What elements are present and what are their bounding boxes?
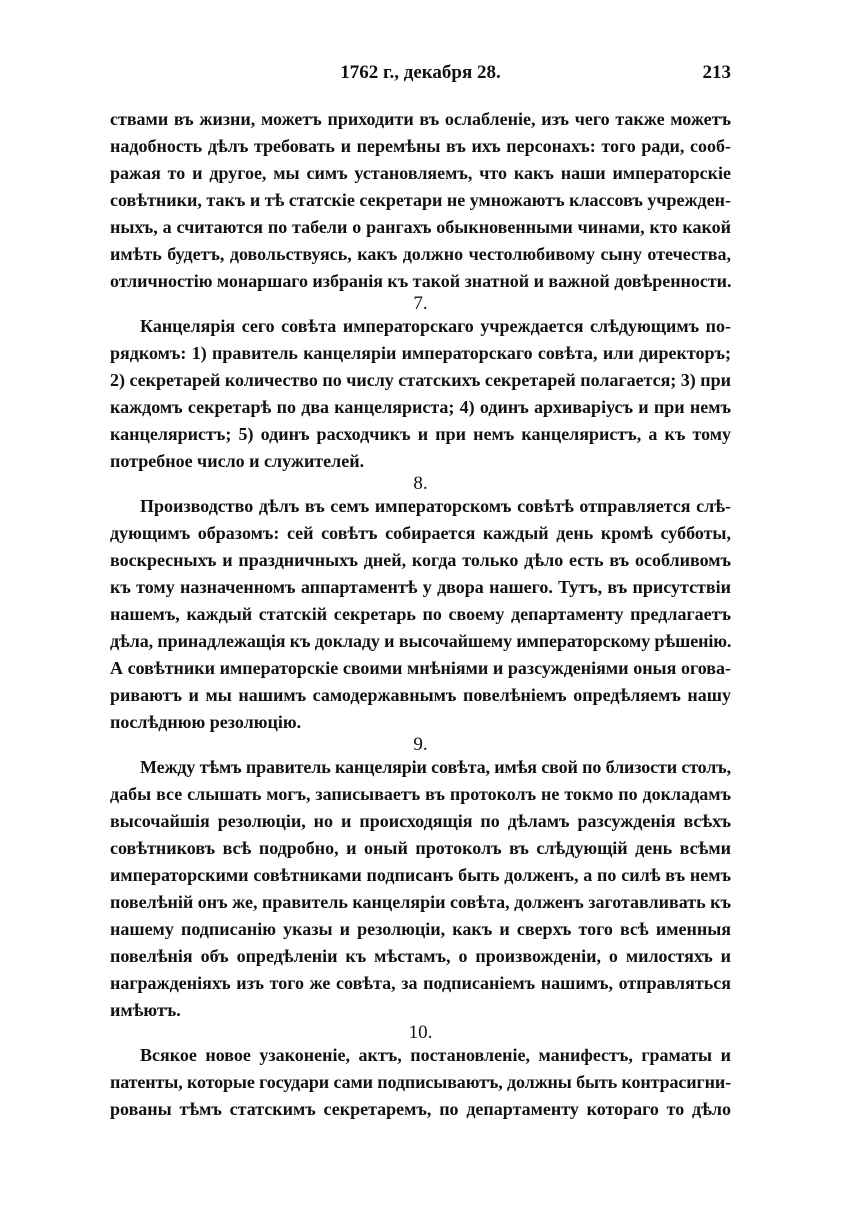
section — [110, 295, 731, 475]
section — [110, 1024, 731, 1123]
text-line: совѣтниковъ всѣ подробно, и оный протоколъ въ слѣдующій день всѣми — [110, 838, 731, 858]
text-line: риваютъ и мы нашимъ самодержавнымъ повелѣніемъ опредѣляемъ нашу — [110, 685, 731, 705]
text-line: повелѣній онъ же, правитель канцеляріи совѣта, долженъ заготавливать къ — [110, 892, 731, 912]
section-number: 8. — [413, 473, 428, 494]
text-line: Всякое новое узаконеніе, актъ, постановленіе, манифестъ, граматы и — [140, 1045, 731, 1065]
section-number: 9. — [413, 734, 428, 755]
text-line: имѣть будетъ, довольствуясь, какъ должно честолюбивому сыну отечества, — [110, 244, 731, 264]
running-header — [110, 62, 731, 90]
text-line: повелѣнія объ опредѣленіи къ мѣстамъ, о произвожденіи, о милостяхъ и — [110, 946, 731, 966]
text-line: патенты, которые государи сами подписываютъ, должны быть контрасигни- — [110, 1072, 731, 1092]
section-number: 10. — [408, 1022, 433, 1043]
text-line: рованы тѣмъ статскимъ секретаремъ, по департаменту котораго то дѣло — [110, 1099, 731, 1119]
text-line: награжденіяхъ изъ того же совѣта, за подписаніемъ нашимъ, отправляться — [110, 973, 731, 993]
text-line: высочайшія резолюціи, но и происходящія по дѣламъ разсужденія всѣхъ — [110, 811, 731, 831]
text-line: имѣютъ. — [110, 1000, 181, 1020]
text-line: дѣла, принадлежащія къ докладу и высочайшему императорскому рѣшенію. — [110, 631, 732, 651]
text-line: А совѣтники императорскіе своими мнѣніями и разсужденіями оныя огова- — [110, 658, 731, 678]
text-line: дабы все слышать могъ, записываетъ въ протоколъ не токмо по докладамъ — [110, 784, 731, 804]
text-line: ствами въ жизни, можетъ приходити въ ослабленіе, изъ чего также можетъ — [110, 109, 731, 129]
text-line: ныхъ, а считаются по табели о рангахъ обыкновенными чинами, кто какой — [110, 217, 731, 237]
text-line: канцеляристъ; 5) одинъ расходчикъ и при немъ канцеляристъ, а къ тому — [110, 424, 731, 444]
text-line: императорскими совѣтниками подписанъ быть долженъ, а по силѣ въ немъ — [110, 865, 731, 885]
text-line: Между тѣмъ правитель канцеляріи совѣта, имѣя свой по близости столъ, — [140, 757, 731, 777]
text-line: къ тому назначенномъ аппартаментѣ у двора нашего. Тутъ, въ присутствіи — [110, 577, 731, 597]
page-number: 213 — [702, 62, 731, 83]
text-line: совѣтники, такъ и тѣ статскіе секретари не умножаютъ классовъ учрежден- — [110, 190, 731, 210]
text-line: дующимъ образомъ: сей совѣтъ собирается каждый день кромѣ субботы, — [110, 523, 731, 543]
section — [110, 736, 731, 1024]
text-line: Производство дѣлъ въ семъ императорскомъ совѣтѣ отправляется слѣ- — [140, 496, 731, 516]
text-line: Канцелярія сего совѣта императорскаго учреждается слѣдующимъ по- — [140, 316, 731, 336]
text-line: послѣднюю резолюцію. — [110, 712, 302, 732]
text-line: нашемъ, каждый статскій секретарь по своему департаменту предлагаетъ — [110, 604, 731, 624]
page-body — [110, 106, 731, 1123]
text-line: 2) секретарей количество по числу статскихъ секретарей полагается; 3) при — [110, 370, 731, 390]
section — [110, 106, 731, 295]
text-line: надобность дѣлъ требовать и перемѣны въ ихъ персонахъ: того ради, сооб- — [110, 136, 731, 156]
text-line: ражая то и другое, мы симъ установляемъ, что какъ наши императорскіе — [110, 163, 731, 183]
text-line: нашему подписанію указы и резолюціи, какъ и сверхъ того всѣ именныя — [110, 919, 731, 939]
section — [110, 475, 731, 736]
text-line: воскресныхъ и праздничныхъ дней, когда только дѣло есть въ особливомъ — [110, 550, 731, 570]
header-title: 1762 г., декабря 28. — [340, 62, 501, 83]
text-line: каждомъ секретарѣ по два канцеляриста; 4) одинъ архиваріусъ и при немъ — [110, 397, 731, 417]
text-line: потребное число и служителей. — [110, 451, 365, 471]
section-number: 7. — [413, 293, 428, 314]
text-line: рядкомъ: 1) правитель канцеляріи императорскаго совѣта, или директоръ; — [110, 343, 731, 363]
text-line: отличностію монаршаго избранія къ такой знатной и важной довѣренности. — [110, 271, 732, 291]
